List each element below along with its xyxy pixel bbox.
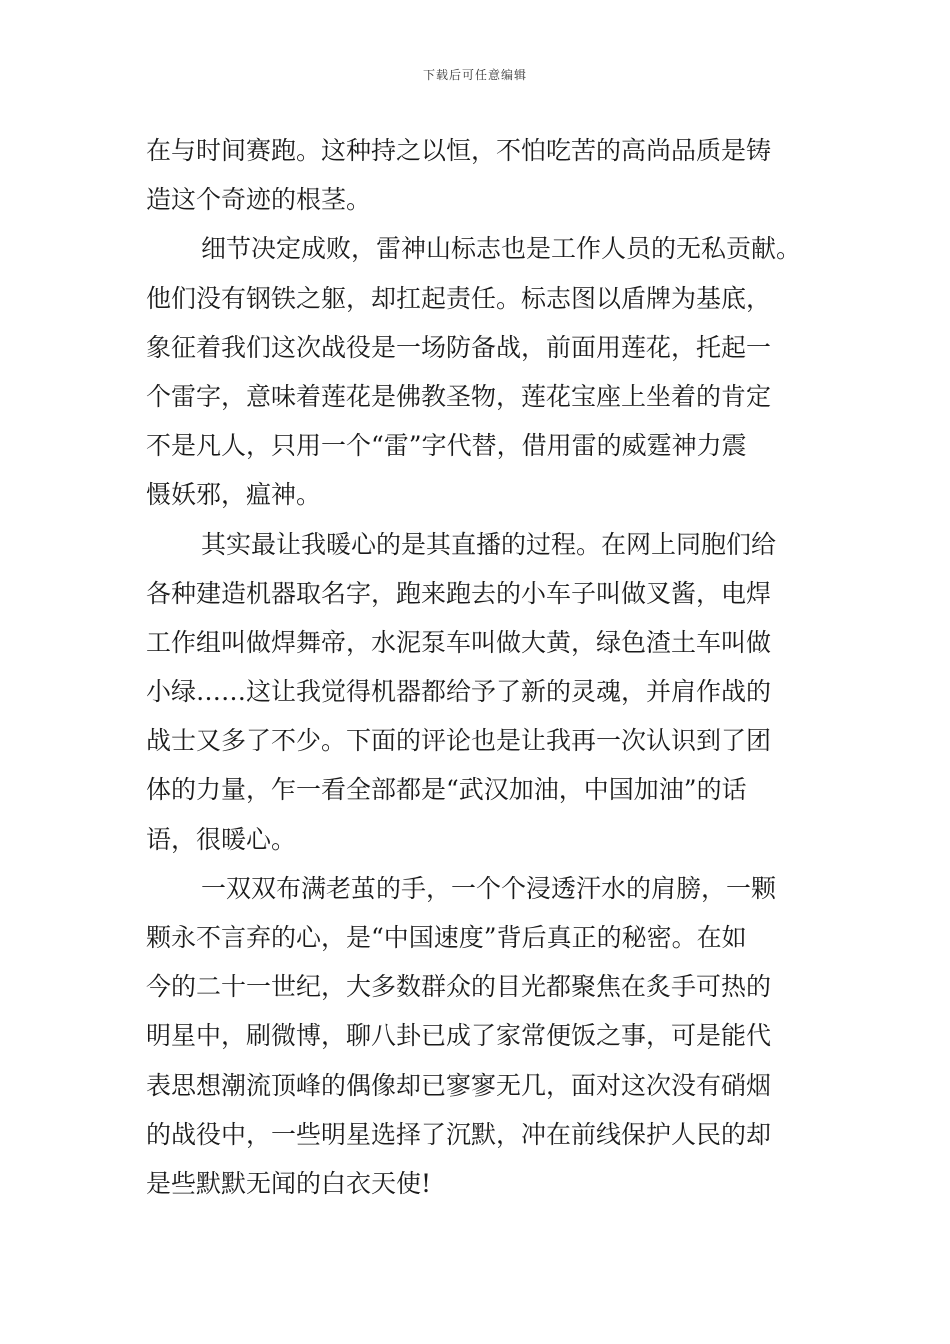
text-line: 的战役中，一些明星选择了沉默，冲在前线保护人民的却 [146, 1119, 772, 1149]
text-line: 语，很暖心。 [146, 824, 297, 854]
text-line: 今的二十一世纪，大多数群众的目光都聚焦在炙手可热的 [146, 972, 772, 1002]
text-line: 其实最让我暖心的是其直播的过程。在网上同胞们给 [201, 529, 777, 559]
text-line: 表思想潮流顶峰的偶像却已寥寥无几，面对这次没有硝烟 [146, 1070, 772, 1100]
text-line: 象征着我们这次战役是一场防备战，前面用莲花，托起一 [146, 332, 772, 362]
text-line: 造这个奇迹的根茎。 [146, 185, 372, 215]
paragraph [146, 126, 808, 224]
text-line: 是些默默无闻的白衣天使! [146, 1168, 432, 1198]
text-line: 工作组叫做焊舞帝，水泥泵车叫做大黄，绿色渣土车叫做 [146, 627, 772, 657]
text-line: 小绿……这让我觉得机器都给予了新的灵魂，并肩作战的 [146, 677, 772, 707]
text-line: 在与时间赛跑。这种持之以恒，不怕吃苦的高尚品质是铸 [146, 136, 772, 165]
text-line: 慑妖邪，瘟神。 [146, 480, 322, 510]
text-line: 各种建造机器取名字，跑来跑去的小车子叫做叉酱，电焊 [146, 578, 772, 608]
document-body [146, 126, 808, 1208]
text-line: 颗永不言弃的心，是“中国速度”背后真正的秘密。在如 [146, 923, 747, 952]
text-line: 细节决定成败，雷神山标志也是工作人员的无私贡献。 [201, 234, 802, 264]
text-line: 战士又多了不少。下面的评论也是让我再一次认识到了团 [146, 726, 772, 756]
text-line: 一双双布满老茧的手，一个个浸透汗水的肩膀，一颗 [201, 873, 777, 903]
paragraph [146, 520, 808, 864]
text-line: 体的力量，乍一看全部都是“武汉加油，中国加油”的话 [146, 775, 747, 805]
text-line: 不是凡人，只用一个“雷”字代替，借用雷的威霆神力震 [146, 431, 747, 461]
text-line: 明星中，刷微博，聊八卦已成了家常便饭之事，可是能代 [146, 1021, 772, 1051]
page-header: 下载后可任意编辑 [422, 68, 527, 82]
paragraph [146, 864, 808, 1208]
text-line: 个雷字，意味着莲花是佛教圣物，莲花宝座上坐着的肯定 [146, 381, 772, 411]
paragraph [146, 224, 808, 519]
text-line: 他们没有钢铁之躯，却扛起责任。标志图以盾牌为基底， [146, 283, 772, 313]
